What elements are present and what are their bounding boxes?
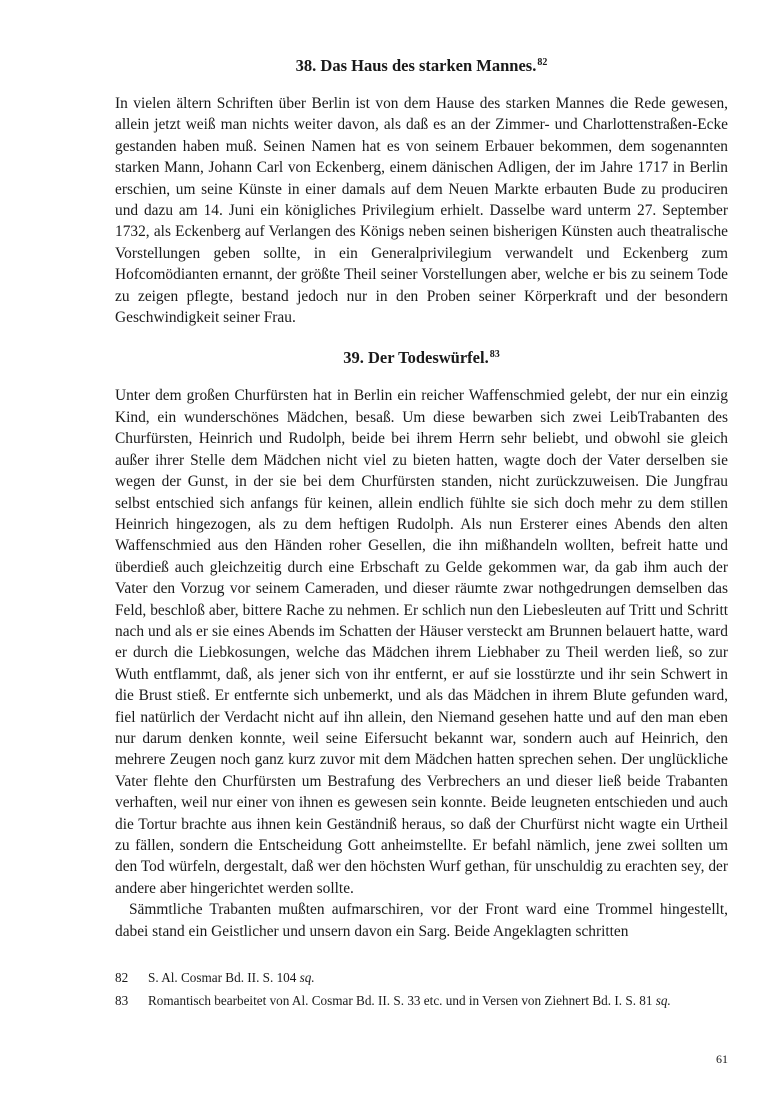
section-38-title: 38. Das Haus des starken Mannes.$^{82}$ xyxy=(295,56,548,75)
footnote-number: 83 xyxy=(115,993,129,1008)
section-39-title: 39. Der Todeswürfel.$^{83}$ xyxy=(343,348,500,368)
footnote-text: Romantisch bearbeitet von Al. Cosmar Bd. II. S. 33 etc. und in Versen von Ziehnert Bd. I. S. 81 sq. xyxy=(148,993,671,1008)
footnote-82 xyxy=(115,968,728,987)
section-39-paragraph-1: Unter dem großen Churfürsten hat in Berlin ein reicher Waffenschmied gelebt, der nur ein einzig Kind, ein wunderschönes Mädchen, besaß. Um diese bewarben sich zwei LeibTrabanten des Churfürsten, Heinrich und Rudolph, beide bei ihrem Herrn sehr beliebt, und obwohl sie gleich außer ihrer Stelle dem Mädchen nicht viel zu bieten hatten, wagte doch der Vater derselben sie wegen der Gunst, in der sie bei dem Churfürsten standen, nicht zurückzuweisen. Die Jungfrau selbst entschied sich anfangs für keinen, allein endlich fühlte sie sich doch mehr zu dem stillen Heinrich hingezogen, als zu dem heftigen Rudolph. Als nun Ersterer eines Abends den alten Waffenschmied aus den Händen roher Gesellen, die ihn mißhandeln wollten, befreit hatte und überdieß auch gleichzeitig durch eine Erbschaft zu Gelde gekommen war, da gab ihm auch der Vater den Vorzug vor seinem Cameraden, und dieser räumte zwar nothgedrungen demselben das Feld, beschloß aber, bittere Rache zu nehmen. Er schlich nun den Liebesleuten auf Tritt und Schritt nach und als er sie eines Abends im Schatten der Häuser versteckt am Brunnen belauert hatte, ward er durch die Liebkosungen, welche das Mädchen ihrem Liebhaber zu Theil werden ließ, so zur Wuth entflammt, daß, als jener sich von ihr entfernt, er auf sie losstürzte und ihr sein Schwert in die Brust stieß. Er entfernte sich unbemerkt, und als das Mädchen in ihrem Blute gefunden ward, fiel natürlich der Verdacht nicht auf ihn allein, den Niemand gesehen hatte und auf den man eben nur darum denken konnte, weil seine Eifersucht bekannt war, sondern auch auf Heinrich, den mehrere Zeugen noch ganz kurz zuvor mit dem Mädchen hatten sprechen sehen. Der unglückliche Vater flehte den Churfürsten um Bestrafung des Verbrechers an und dieser ließ beide Trabanten verhaften, weil nur einer von ihnen es gewesen sein konnte. Beide leugneten entschieden und auch die Tortur brachte aus ihnen kein Geständniß heraus, so daß der Churfürst nicht wagte ein Urtheil zu fällen, sondern die Entscheidung Gott anheimstellte. Er befahl nämlich, jene zwei sollten um den Tod würfeln, dergestalt, daß wer den höchsten Wurf gethan, für unschuldig zu erachten sey, der andere aber hingerichtet werden sollte. xyxy=(115,387,728,897)
footnote-number: 82 xyxy=(115,970,129,985)
section-39-paragraph-2: Sämmtliche Trabanten mußten aufmarschiren, vor der Front ward eine Trommel hingestellt, dabei stand ein Geistlicher und unsern davon ein Sarg. Beide Angeklagten schritten xyxy=(115,901,728,940)
footnote-ref-83[interactable]: 83 xyxy=(489,349,500,361)
footnote-text: S. Al. Cosmar Bd. II. S. 104 sq. xyxy=(148,970,315,985)
page-body xyxy=(115,52,728,942)
footnotes xyxy=(115,968,728,1014)
section-38-paragraph: In vielen ältern Schriften über Berlin ist von dem Hause des starken Mannes die Rede gewesen, allein jetzt weiß man nichts weiter davon, als daß es an der Zimmer- und Charlottenstraßen-Ecke gestanden haben muß. Seinen Namen hat es von seinem Erbauer bekommen, dem sogenannten starken Mann, Johann Carl von Eckenberg, einem dänischen Adligen, der im Jahre 1717 in Berlin erschien, um seine Künste in einer damals auf dem Neuen Markte erbauten Bude zu produciren und dazu am 14. Juni ein königliches Privilegium erhielt. Dasselbe ward unterm 27. September 1732, als Eckenberg auf Verlangen des Königs neben seinen bisherigen Künsten auch theatralische Vorstellungen geben sollte, in ein Generalprivilegium verwandelt und Eckenberg zum Hofcomödianten ernannt, der größte Theil seiner Vorstellungen aber, welche er bis zu seinem Tode zu zeigen pflegte, bestand jedoch nur in den Proben seiner Körperkraft und der besondern Geschwindigkeit seiner Frau. xyxy=(115,95,728,327)
footnote-ref-82[interactable]: 82 xyxy=(537,57,548,68)
footnote-83 xyxy=(115,991,728,1010)
page-number: 61 xyxy=(716,1052,728,1066)
